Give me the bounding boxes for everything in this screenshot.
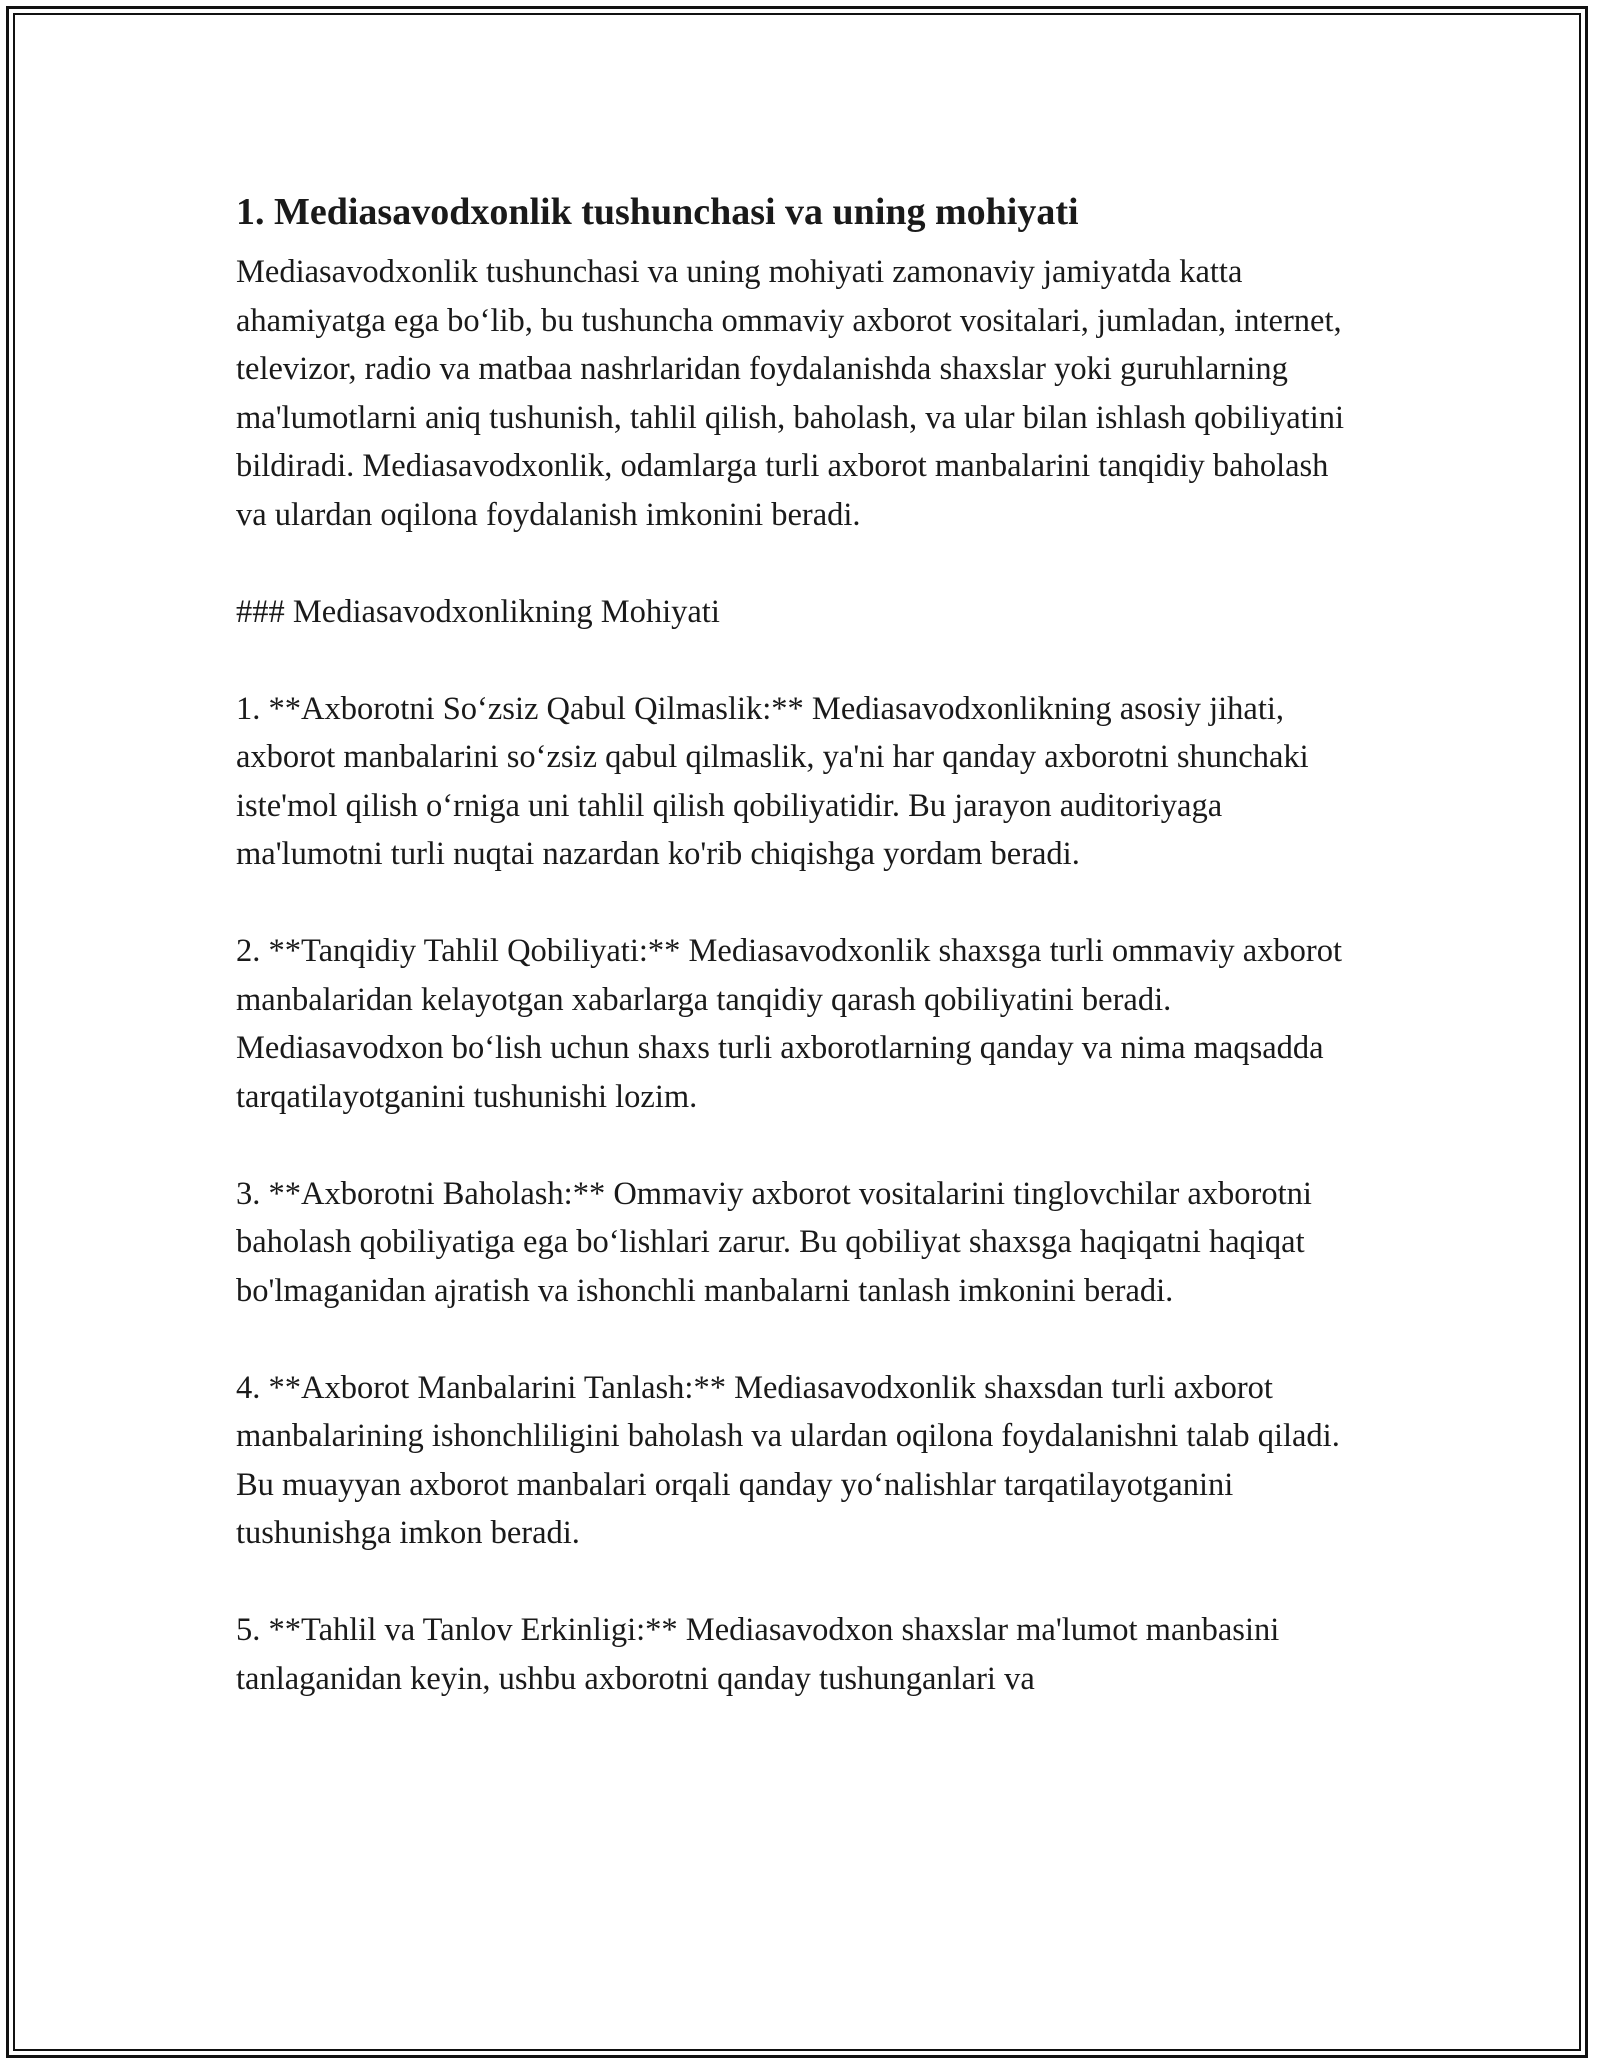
list-item-1: 1. **Axborotni So‘zsiz Qabul Qilmaslik:** Mediasavodxonlikning asosiy jihati, axborot manbalarini so‘zsiz qabul qilmaslik, ya'ni har qanday axborotni shunchaki iste'mol qilish o‘rniga uni tahlil qilish qobiliyatidir. Bu jarayon auditoriyaga ma'lumotni turli nuqtai nazardan ko'rib chiqishga yordam beradi.	[236, 690, 1309, 872]
list-item-2: 2. **Tanqidiy Tahlil Qobiliyati:** Mediasavodxonlik shaxsga turli ommaviy axborot manbalaridan kelayotgan xabarlarga tanqidiy qarash qobiliyatini beradi. Mediasavodxon bo‘lish uchun shaxs turli axborotlarning qanday va nima maqsadda tarqatilayotganini tushunishi lozim.	[236, 933, 1343, 1115]
list-item-5: 5. **Tahlil va Tanlov Erkinligi:** Mediasavodxon shaxslar ma'lumot manbasini tanlaganidan keyin, ushbu axborotni qanday tushunganlari va	[236, 1612, 1280, 1697]
intro-paragraph: Mediasavodxonlik tushunchasi va uning mohiyati zamonaviy jamiyatda katta ahamiyatga ega bo‘lib, bu tushuncha ommaviy axborot vositalari, jumladan, internet, televizor, radio va matbaa nashrlaridan foydalanishda shaxslar yoki guruhlarning ma'lumotlarni aniq tushunish, tahlil qilish, baholash, va ular bilan ishlash qobiliyatini bildiradi. Mediasavodxonlik, odamlarga turli axborot manbalarini tanqidiy baholash va ulardan oqilona foydalanish imkonini beradi.	[236, 254, 1345, 533]
section-heading: 1. Mediasavodxonlik tushunchasi va uning mohiyati	[236, 191, 1079, 233]
subheading-line: ### Mediasavodxonlikning Mohiyati	[236, 593, 720, 630]
list-item-3: 3. **Axborotni Baholash:** Ommaviy axborot vositalarini tinglovchilar axborotni baholash qobiliyatiga ega bo‘lishlari zarur. Bu qobiliyat shaxsga haqiqatni haqiqat bo'lmaganidan ajratish va ishonchli manbalarni tanlash imkonini beradi.	[236, 1175, 1312, 1309]
list-item-4: 4. **Axborot Manbalarini Tanlash:** Mediasavodxonlik shaxsdan turli axborot manbalarining ishonchliligini baholash va ulardan oqilona foydalanishni talab qiladi. Bu muayyan axborot manbalari orqali qanday yo‘nalishlar tarqatilayotganini tushunishga imkon beradi.	[236, 1369, 1340, 1551]
document-body	[236, 186, 1366, 1703]
